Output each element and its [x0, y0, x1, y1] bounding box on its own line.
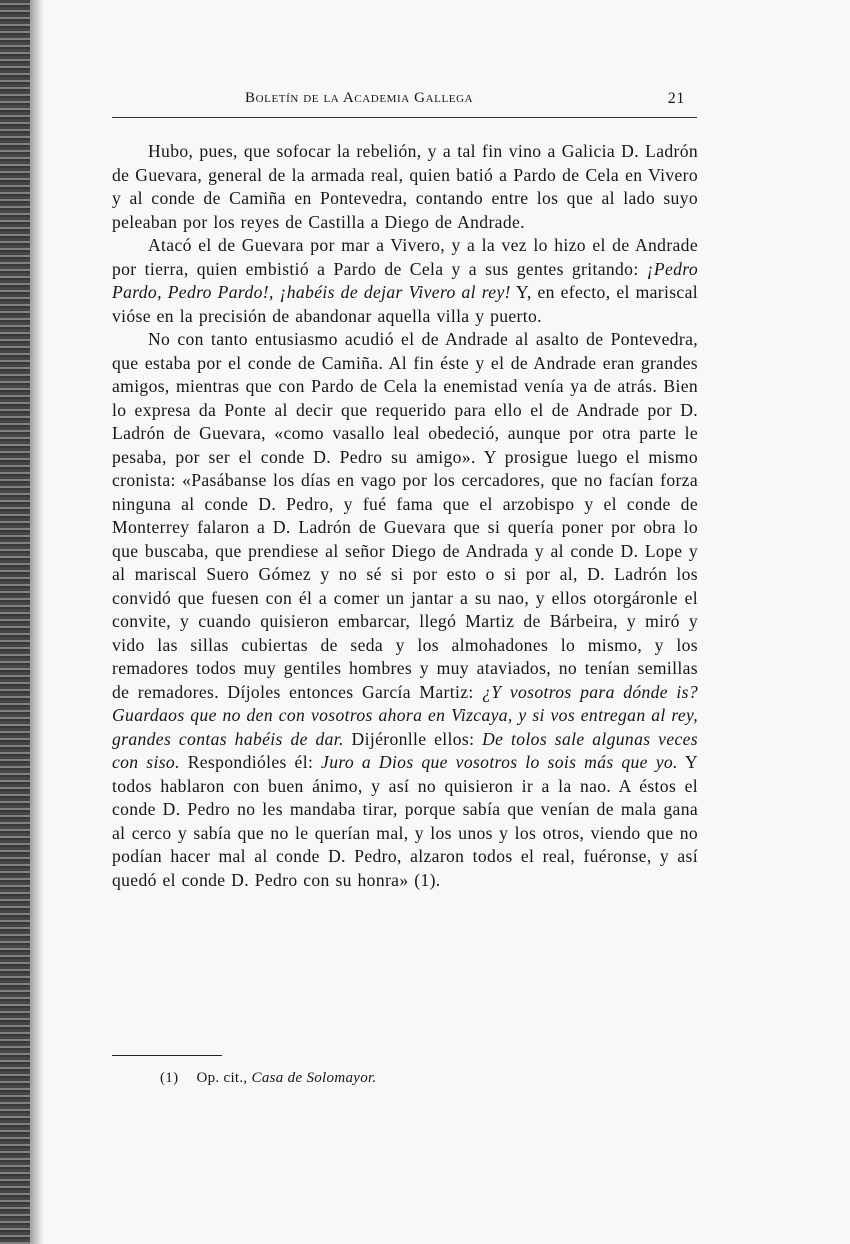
- footnote-number: (1): [160, 1070, 179, 1086]
- running-header: [245, 90, 685, 114]
- paragraph-2: [112, 234, 698, 328]
- paragraph-3-quote-f: Juro a Dios que vosotros lo sois más que yo.: [321, 752, 678, 772]
- page-number: 21: [667, 90, 685, 107]
- paragraph-3-text-a: No con tanto entusiasmo acudió el de Andrade al asalto de Pontevedra, que estaba por el conde de Camiña. Al fin éste y el de Andrade eran grandes amigos, mientras que con Pardo de Cela la enemistad venía ya de atrás. Bien lo expresa da Ponte al decir que requerido para ello el de Andrade por D. Ladrón de Guevara, «como vasallo leal obedeció, aunque por otra parte le pesaba, por ser el conde D. Pedro su amigo». Y prosigue luego el mismo cronista: «Pasábanse los días en vago por los cercadores, que no facían forza ninguna al conde D. Pedro, y fué fama que el arzobispo y el conde de Monterrey falaron a D. Ladrón de Guevara que si quería poner por obra lo que buscaba, que prendiese al señor Diego de Andrada y al conde D. Lope y al mariscal Suero Gómez y no sé si por esto o si por al, D. Ladrón los convidó que fuesen con él a comer un jantar a su nao, y ellos otorgáronle el convite, y cuando quisieron embarcar, llegó Martiz de Bárbeira, y miró y vido las sillas cubiertas de seda y los almohadones lo mismo, y los remadores todos muy gentiles hombres y muy ataviados, no tenían semillas de remadores. Díjoles entonces García Martiz:: [112, 329, 698, 702]
- paragraph-1-text: Hubo, pues, que sofocar la rebelión, y a tal fin vino a Galicia D. Ladrón de Guevara, general de la armada real, quien batió a Pardo de Cela en Vivero y al conde de Camiña en Pontevedra, contando entre los que al lado suyo peleaban por los reyes de Castilla a Diego de Andrade.: [112, 141, 698, 232]
- paragraph-2-text-c: Y, en efecto, el mariscal vióse en la precisión de abandonar aquella villa y puerto.: [112, 282, 698, 326]
- paragraph-3-quote-b: ¿Y vosotros para dónde is? Guardaos que no den con vosotros ahora en Vizcaya, y si vos entregan al rey, grandes contas habéis de dar.: [112, 681, 698, 749]
- binding-shadow: [30, 0, 44, 1244]
- footnote-text: Op. cit.,: [196, 1070, 248, 1086]
- footnote: [160, 1070, 660, 1087]
- paragraph-3-text-c: Dijéronlle ellos:: [351, 728, 475, 749]
- header-title: Boletín de la Academia Gallega: [245, 90, 474, 106]
- paragraph-2-quote: ¡Pedro Pardo, Pedro Pardo!, ¡habéis de dejar Vivero al rey!: [112, 258, 698, 302]
- book-binding-edge: [0, 0, 30, 1244]
- paragraph-3-quote-d: De tolos sale algunas veces con siso.: [112, 728, 699, 772]
- paragraph-3-text-g: Y todos hablaron con buen ánimo, y así no quisieron ir a la nao. A éstos el conde D. Pedro no les mandaba tirar, porque sabía que venían de mala gana al cerco y sabía que no le querían mal, y los unos y los otros, viendo que no podían hacer mal al conde D. Pedro, alzaron todos el real, fuéronse, y así quedó el conde D. Pedro con su honra» (1).: [112, 752, 699, 890]
- paragraph-2-text-a: Atacó el de Guevara por mar a Vivero, y a la vez lo hizo el de Andrade por tierra, quien embistió a Pardo de Cela y a sus gentes gritando:: [112, 235, 698, 279]
- footnote-rule: [112, 1055, 222, 1056]
- footnote-title: Casa de Solomayor.: [251, 1070, 377, 1086]
- header-rule: [112, 117, 697, 118]
- paragraph-1: [112, 140, 698, 234]
- paragraph-3-text-e: Respondióles él:: [187, 752, 314, 772]
- paragraph-3: [112, 328, 698, 892]
- body-text: [112, 140, 698, 892]
